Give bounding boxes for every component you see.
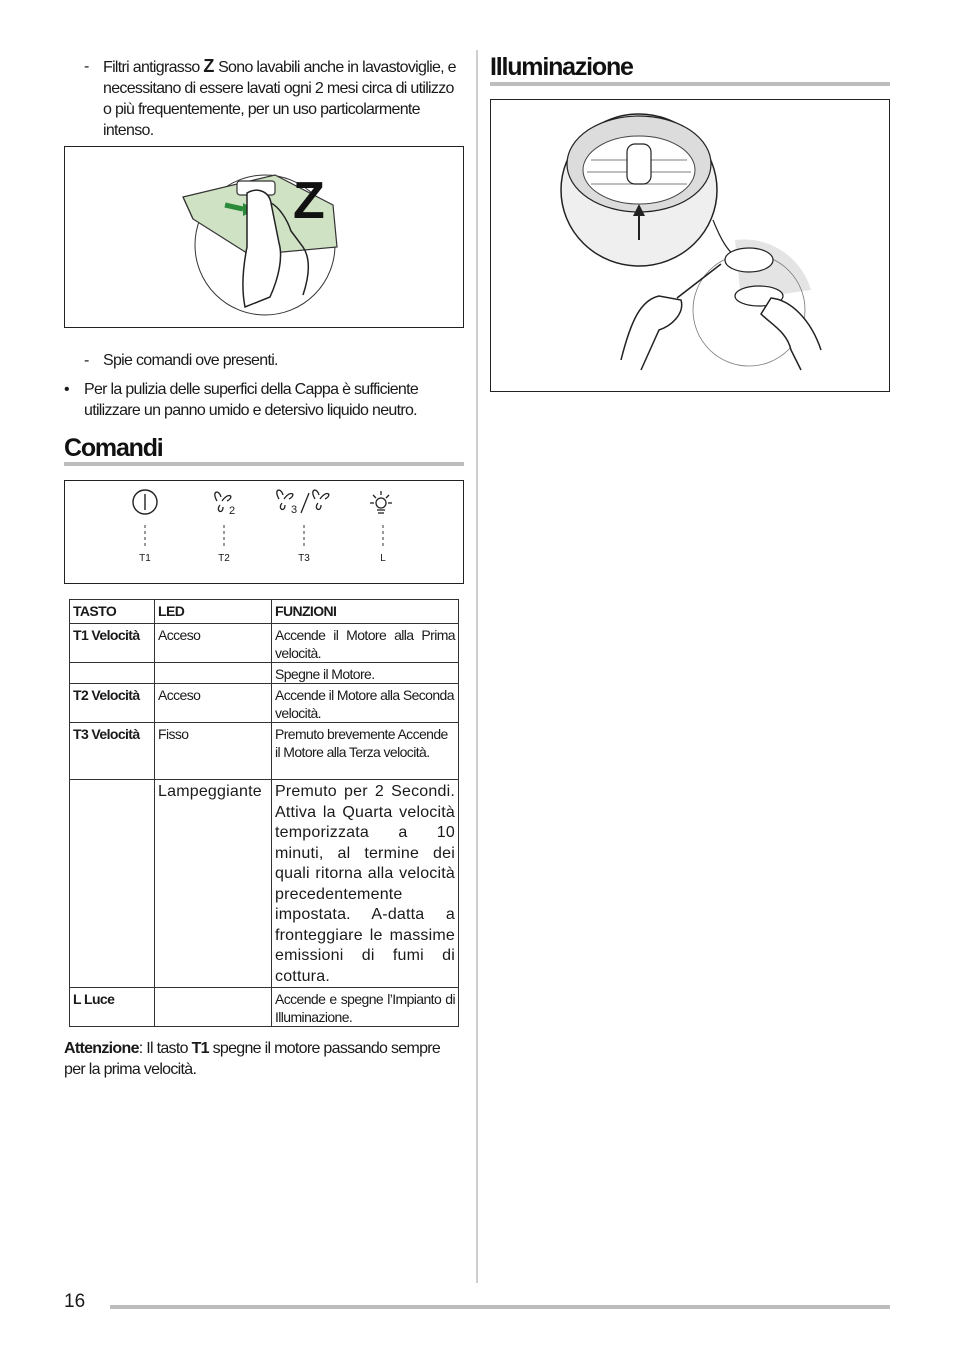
table-row [70, 684, 459, 723]
svg-text:2: 2 [229, 505, 236, 517]
pulizia-text: Per la pulizia delle superfici della Cappa è sufficiente utilizzare un panno umido e detersivo liquido neutro. [84, 381, 419, 419]
functions-table [69, 599, 459, 1027]
footer-rule [110, 1305, 890, 1309]
filter-figure [64, 146, 464, 328]
table-cell: Accende il Motore alla Prima velocità. [272, 624, 459, 663]
table-cell [155, 988, 272, 1027]
table-cell: T1 Velocità [70, 624, 155, 663]
table-cell [70, 663, 155, 684]
table-cell: Accende e spegne l’Impianto di Illuminazione. [272, 988, 459, 1027]
panel-label-l: L [380, 553, 386, 564]
table-header-cell: FUNZIONI [272, 600, 459, 624]
table-row [70, 663, 459, 684]
control-panel-figure [64, 480, 464, 584]
attenzione-note [64, 1038, 464, 1080]
table-cell: Fisso [155, 723, 272, 780]
fan-speed-2-icon [215, 492, 235, 517]
table-cell: Premuto brevemente Accende il Motore alla Terza velocità. [272, 723, 459, 780]
table-cell: Acceso [155, 684, 272, 723]
table-cell: L Luce [70, 988, 155, 1027]
table-cell: Acceso [155, 624, 272, 663]
table-header-row [70, 600, 459, 624]
list-item-pulizia [64, 379, 464, 421]
table-cell: T2 Velocità [70, 684, 155, 723]
fan-speed-3-4-icon [277, 490, 329, 516]
table-row [70, 723, 459, 780]
svg-text:3: 3 [291, 504, 298, 516]
illuminazione-heading-rule [490, 82, 890, 86]
table-row [70, 780, 459, 988]
table-cell [155, 663, 272, 684]
bullet-mark: • [64, 381, 69, 398]
table-cell: Accende il Motore alla Seconda velocità. [272, 684, 459, 723]
illuminazione-heading: Illuminazione [490, 53, 633, 81]
panel-label-t1: T1 [139, 553, 151, 564]
comandi-heading: Comandi [64, 434, 163, 462]
power-icon [133, 490, 157, 514]
table-cell: Lampeggiante [155, 780, 272, 988]
table-cell: T3 Velocità [70, 723, 155, 780]
list-item-spie [84, 350, 464, 371]
filtri-text: Sono lavabili anche in lavastoviglie, e necessitano di essere lavati ogni 2 mesi circa di utilizzo o più frequentemente, per un uso particolarmente intenso. [103, 59, 456, 139]
table-header-cell: LED [155, 600, 272, 624]
list-item-filtri [84, 56, 464, 141]
dash-mark: - [84, 352, 89, 369]
lamp-replacement-illustration [491, 100, 889, 391]
table-cell: Spegne il Motore. [272, 663, 459, 684]
attenzione-key: T1 [191, 1040, 209, 1057]
table-row [70, 988, 459, 1027]
comandi-heading-rule [64, 462, 464, 466]
figure-z-label: Z [293, 172, 325, 230]
dash-mark: - [84, 58, 89, 75]
attenzione-label: Attenzione [64, 1040, 139, 1057]
table-header-cell: TASTO [70, 600, 155, 624]
filtri-prefix: Filtri antigrasso [103, 59, 200, 76]
column-divider [476, 50, 478, 1283]
table-row [70, 624, 459, 663]
filtri-letter: Z [203, 56, 215, 76]
lighting-figure [490, 99, 890, 392]
panel-label-t3: T3 [298, 553, 310, 564]
page-number: 16 [64, 1291, 86, 1312]
table-cell: Premuto per 2 Secondi. Attiva la Quarta velocità temporizzata a 10 minuti, al termine dei quali ritorna alla velocità precedentemente impostata. A-datta a fronteggiare le massime emissioni di fumi di cottura. [272, 780, 459, 988]
table-cell [70, 780, 155, 988]
spie-text: Spie comandi ove presenti. [103, 352, 278, 369]
panel-label-t2: T2 [218, 553, 230, 564]
filter-removal-illustration [65, 147, 463, 327]
light-icon [370, 491, 392, 513]
control-panel-illustration [65, 481, 463, 583]
attenzione-text-1: : Il tasto [138, 1040, 192, 1057]
attenzione-text-2: spegne il motore passando sempre per la prima velocità. [64, 1040, 441, 1078]
